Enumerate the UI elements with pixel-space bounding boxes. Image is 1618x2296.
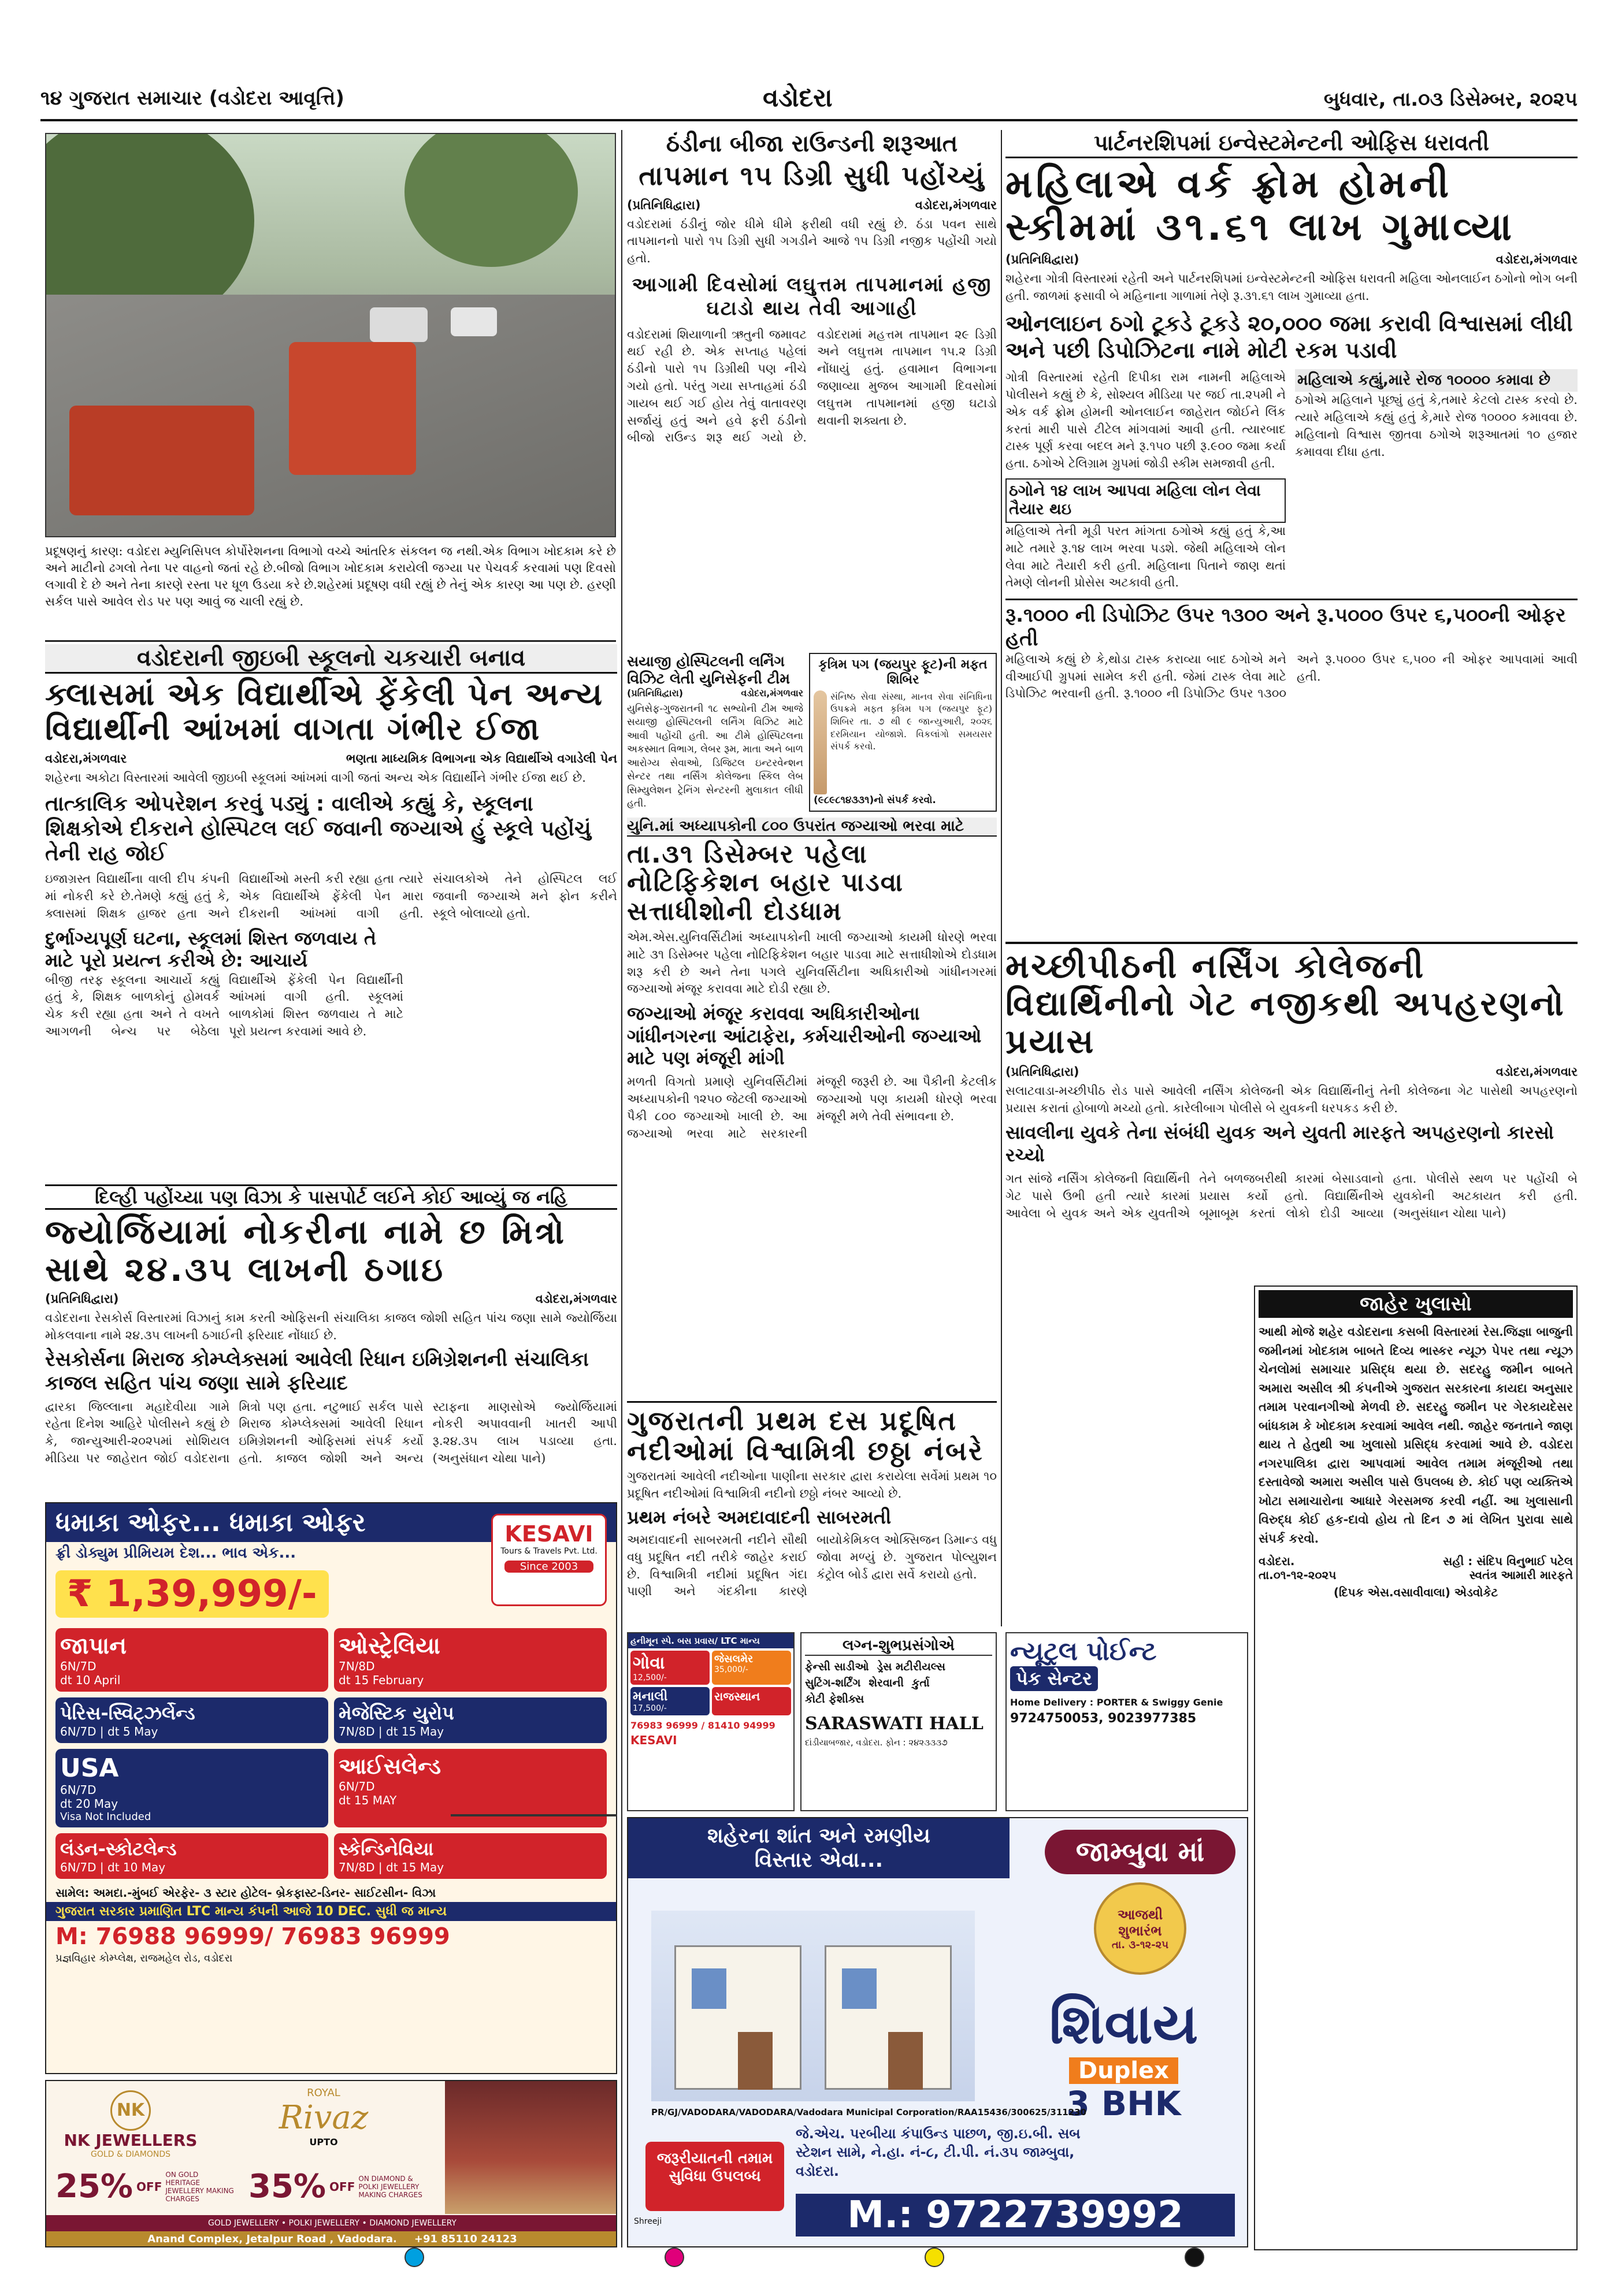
rivaz-name: Rivaz [279, 2099, 369, 2137]
sayaji-headline: સયાજી હોસ્પિટલની લર્નિંગ વિઝિટ લેતી યુનિસેફની ટીમ [627, 653, 790, 687]
cold-headline: તાપમાન ૧૫ ડિગ્રી સુધી પહોંચ્યું [639, 160, 985, 191]
notice-signer: સહી : સંદિપ વિનુભાઈ પટેલ [1443, 1554, 1573, 1568]
tour-name-2: ઓસ્ટ્રેલિયા [339, 1633, 440, 1659]
tour-nights-6: 6N/7D [339, 1779, 375, 1793]
kesavi-logo: KESAVI [504, 1521, 593, 1547]
tour-nights-4: 6N/7D [60, 1783, 97, 1797]
estate-amenities: જરૂરીયાતની તમામ સુવિધા ઉપલબ્ધ [645, 2142, 784, 2211]
issue-date: બુધવાર, તા.૦૩ ડિસેમ્બર, ૨૦૨૫ [1323, 88, 1578, 111]
page-number-edition: ૧૪ ગુજરાત સમાચાર (વડોદરા આવૃત્તિ) [40, 87, 344, 110]
tour-name-0: જાપાન [60, 1633, 127, 1659]
estate-line2: વિસ્તાર એવા... [754, 1848, 884, 1872]
notice-body: આથી મોજે શહેર વડોદરાના કસબી વિસ્તારમાં રેસ.જિજ્ઞા બાજુની જમીનમાં ખોદકામ બાબતે દિવ્ય ભાસ્કર ન્યૂઝ પેપર તથા ન્યૂઝ ચેનલોમાં સમાચાર પ્રસિદ્ધ થયા છે. સદરહુ જમીન બાબતે અમારા અસીલ શ્રી કંપનીએ ગુજરાત સરકારના કાયદા અનુસાર તમામ પરવાનગીઓ મેળવી છે. સદરહુ જમીન પર ગેરકાયદેસર બાંધકામ કે ખોદકામ કરવામાં આવેલ નથી. જાહેર જનતાને જાણ થાય તે હેતુથી આ ખુલાસો પ્રસિદ્ધ કરવામાં આવે છે. વડોદરા નગરપાલિકા દ્વારા આપવામાં આવેલ તમામ મંજૂરીઓ તથા દસ્તાવેજો અમારા અસીલ પાસે ઉપલબ્ધ છે. કોઈ પણ વ્યક્તિએ ખોટા સમાચારોના આધારે ગેરસમજ કરવી નહીં. આ ખુલાસાની વિરુદ્ધ કોઈ હક-દાવો હોય તો દિન ૭ માં લેખિત પુરાવા સાથે સંપર્ક કરવો. [1259, 1324, 1573, 1546]
nursing-headline: મચ્છીપીઠની નર્સિંગ કોલેજની વિદ્યાર્થિનીનો ગેટ નજીકથી અપહરણનો પ્રયાસ [1005, 942, 1578, 1060]
photo-caption: પ્રદૂષણનું કારણ: વડોદરા મ્યુનિસિપલ કોર્પોરેશનના વિભાગો વચ્ચે આંતરિક સંકલન જ નથી.એક વિભાગ ખોદકામ કરે છે અને માટીનો ઢગલો તેના પર વાહનો જતાં રહે છે.બીજો વિભાગ ખોદકામ કરાયેલી જગ્યા પર પેચવર્ક કરવામાં પણ દિવસો લગાવી દે છે અને તેના કારણે રસ્તા પર ધૂળ ઉડયા કરે છે.શહેરમાં પ્રદૂષણ વધી રહ્યું છે તેનું એક કારણ આ પણ છે. હરણી સર્કલ પાસે આવેલ રોડ પર પણ આવું જ ચાલી રહ્યું છે. [45, 544, 616, 608]
nursing-body: ગત સાંજે નર્સિંગ કોલેજની વિદ્યાર્થિની ગેટ પાસે ઉભી હતી ત્યારે કારમાં આવેલા બે યુવક અને એક યુવતીએ તેને બળજબરીથી કારમાં બેસાડવાનો પ્રયાસ કર્યો હતો. વિદ્યાર્થિનીએ બૂમાબૂમ કરતાં લોકો દોડી આવ્યા હતા. પોલીસે સ્થળ પર પહોંચી બે યુવકોની અટકાયત કરી હતી. (અનુસંધાન ચોથા પાને) [1005, 1172, 1578, 1220]
saraswati-name: SARASWATI HALL [805, 1714, 984, 1734]
estate-address: જે.એચ. પરબીયા કંપાઉન્ડ પાછળ, જી.ઇ.બી. સબ સ્ટેશન સામે, ને.હા. નં-૮, ટી.પી. નં.૩૫ જામ્બુવા, વડોદરા. [796, 2126, 1081, 2179]
prosthetic-leg-image [814, 690, 827, 794]
tour-name-3: મેજેસ્ટિક યુરોપ [339, 1702, 454, 1724]
trip-goa-price: 12,500/- [633, 1673, 667, 1682]
georgia-headline: જ્યોર્જિયામાં નોકરીના નામે છ મિત્રો સાથે ૨૪.૩૫ લાખની ઠગાઇ [45, 1212, 567, 1290]
saraswati-item-0: ફેન્સી સાડીઓ [805, 1660, 869, 1673]
cold-subhead: આગામી દિવસોમાં લઘુત્તમ તાપમાનમાં હજી ઘટાડો થાય તેવી આગાહી [632, 273, 992, 320]
offer1-off: OFF [136, 2179, 162, 2194]
school-story [45, 644, 617, 1182]
notice-signer-role: સ્વતંત્ર આમારી મારફતે [1469, 1567, 1573, 1582]
neutral-note: Home Delivery : PORTER & Swiggy Genie [1010, 1697, 1223, 1708]
trip-manali-price: 17,500/- [633, 1704, 667, 1713]
notice-place: વડોદરા. [1259, 1554, 1295, 1568]
cold-dateline-right: વડોદરા,મંગળવાર [915, 198, 997, 212]
cold-dateline-left: (પ્રતિનિધિદ્વારા) [627, 198, 701, 212]
tour-nights-1: 6N/7D | dt 5 May [60, 1725, 158, 1738]
estate-phone: M.: 9722739992 [796, 2194, 1235, 2236]
saraswati-item-2: સુટિંગ-શર્ટિંગ [805, 1677, 861, 1689]
estate-launch-date: તા. ૩-૧૨-૨૫ [1111, 1938, 1169, 1951]
pollution-body: અમદાવાદની સાબરમતી નદીને સૌથી વધુ પ્રદૂષિત નદી તરીકે જાહેર કરાઈ છે. વિશ્વામિત્રી નદીમાં પ્રદૂષિત ગંદા પાણી અને ગંદકીના કારણે બાયોકેમિકલ ઓક્સિજન ડિમાન્ડ વધુ જોવા મળ્યું છે. ગુજરાત પોલ્યુશન કંટ્રોલ બોર્ડ દ્વારા સર્વે કરાયો હતો. [627, 1533, 997, 1599]
rivaz-top: ROYAL [307, 2087, 340, 2099]
neutral-phone: 9724750053, 9023977385 [1010, 1711, 1197, 1726]
school-sub2: દુર્ભાગ્યપૂર્ણ ઘટના, સ્કૂલમાં શિસ્ત જળવાય તે માટે પૂરો પ્રયત્ન કરીએ છે: આચાર્ય [45, 927, 377, 972]
university-kicker: યુનિ.માં અધ્યાપકોની ૮૦૦ ઉપરાંત જગ્યાઓ ભરવા માટે [627, 818, 997, 837]
school-dateline-left: વડોદરા,મંગળવાર [45, 751, 127, 766]
offer2-text: ON DIAMOND & POLKI JEWELLERY MAKING CHARGES [358, 2174, 422, 2199]
partnership-sub2: ઠગોને ૧૪ લાખ આપવા મહિલા લોન લેવા તૈયાર થઇ [1005, 478, 1286, 523]
school-subhead: તાત્કાલિક ઓપરેશન કરવું પડ્યું : વાલીએ કહ્યું કે, સ્કૂલના શિક્ષકોએ દીકરાને હોસ્પિટલ લઈ જવાની જગ્યાએ હું સ્કૂલે પહોંચું તેની રાહ જોઈ [45, 792, 591, 866]
box1-body: ઠગોએ મહિલાને પૂછ્યું હતું કે,તમારે કેટલો ટાસ્ક કરવો છે. ત્યારે મહિલાએ કહ્યું હતું કે,મારે રોજ ૧૦૦૦૦ કમાવવા છે. મહિલાનો વિશ્વાસ જીતવા ઠગોએ શરૂઆતમાં ૧૦ હજાર કમાવવા દીધા હતા. [1295, 393, 1578, 459]
estate-architect: Shreeji [634, 2217, 662, 2226]
shivay-duplex-ad [627, 1817, 1248, 2247]
tour-name-1: પેરિસ-સ્વિટ્ઝર્લેન્ડ [60, 1702, 195, 1724]
saraswati-head: લગ્ન-શુભપ્રસંગોએ [805, 1637, 992, 1656]
tour-nights-7: 7N/8D | dt 15 May [339, 1860, 444, 1874]
notice-title: જાહેર ખુલાસો [1259, 1290, 1573, 1318]
sayaji-dateline-right: વડોદરા,મંગળવાર [741, 688, 803, 699]
school-headline: ક્લાસમાં એક વિદ્યાર્થીએ ફેંકેલી પેન અન્ય વિદ્યાર્થીની આંખમાં વાગતા ગંભીર ઈજા [45, 676, 603, 748]
nk-brand-sub: GOLD & DIAMONDS [91, 2150, 170, 2159]
notice-advocate: (દિપક એસ.વસાવીવાલા) એડવોકેટ [1333, 1585, 1498, 1599]
trip-jaisalmer-price: 35,000/- [714, 1665, 748, 1674]
kesavi-brand-sub: Tours & Travels Pvt. Ltd. [500, 1547, 598, 1556]
prosthetic-body: સંનિષ્ઠ સેવા સંસ્થા, માનવ સેવા સંનિધિના ઉપક્રમે મફત કૃત્રિમ પગ (જયપુર ફૂટ) શિબિર તા. ૭ થી ૯ જાન્યુઆરી, ૨૦૨૬ દરમિયાન યોજાશે. વિકલાંગો સમયસર સંપર્ક કરવો. [830, 690, 992, 752]
partnership-dateline-right: વડોદરા,મંગળવાર [1495, 252, 1578, 267]
estate-type: Duplex [1069, 2057, 1178, 2084]
pollution-story [627, 1401, 997, 1626]
school-lead: શહેરના અકોટા વિસ્તારમાં આવેલી જીઇબી સ્કૂલમાં આંખમાં વાગી જતાં અન્ય એક વિદ્યાર્થીને ગંભીર ઈજા થઈ છે. [45, 770, 586, 785]
saraswati-address: દાંડીયાબજાર, વડોદરા. ફોન : ૨૪૨૩૩૩૭ [805, 1737, 948, 1748]
school-body2: બીજી તરફ સ્કૂલના આચાર્યે કહ્યું હતું કે, શિક્ષક બાળકોનું હોમવર્ક ચેક કરી રહ્યા હતા અને તે વખતે આગળની બેન્ચ પર બેઠેલા વિદ્યાર્થીએ ફેંકેલી પેન વિદ્યાર્થીની આંખમાં વાગી હતી. સ્કૂલમાં બાળકોમાં શિસ્ત જળવાય તે માટે પૂરો પ્રયત્ન કરવામાં આવે છે. [45, 972, 403, 1038]
notice-date: તા.૦૧-૧૨-૨૦૨૫ [1259, 1567, 1337, 1582]
nursing-lead: સલાટવાડા-મચ્છીપીઠ રોડ પાસે આવેલી નર્સિંગ કોલેજની એક વિદ્યાર્થિનીનું તેની કોલેજના ગેટ પાસેથી અપહરણનો પ્રયાસ કરાતાં હોબાળો મચ્યો હતો. કારેલીબાગ પોલીસે બે યુવકની ધરપકડ કરી છે. [1005, 1083, 1578, 1115]
kesavi-address: પ્રજ્ઞવિહાર કોમ્પ્લેક્ષ, રાજમહેલ રોડ, વડોદરા [55, 1952, 233, 1964]
registration-mark-cyan [404, 2247, 424, 2267]
saraswati-item-4: કુર્તા [911, 1677, 930, 1689]
estate-launch: આજથી શુભારંભ [1117, 1906, 1163, 1939]
trip-manali: મનાલી [633, 1689, 668, 1704]
georgia-kicker: દિલ્હી પહોંચ્યા પણ વિઝા કે પાસપોર્ટ લઈને કોઈ આવ્યું જ નહિ [45, 1184, 617, 1210]
georgia-lead: વડોદરાના રેસકોર્સ વિસ્તારમાં વિઝાનું કામ કરતી ઓફિસની સંચાલિકા કાજલ જોશી સહિત પાંચ જણા સામે જ્યોર્જિયા મોકલવાના નામે ૨૪.૩૫ લાખની ઠગાઈની ફરિયાદ નોંધાઈ છે. [45, 1311, 617, 1343]
offer1-text: ON GOLD HERITAGE JEWELLERY MAKING CHARGES [165, 2170, 234, 2203]
neutral-name: ન્યૂટ્રલ પોઈન્ટ [1010, 1637, 1157, 1666]
kesavi-price: ₹ 1,39,999/- [55, 1570, 329, 1618]
estate-place: જામ્બુવા માં [1045, 1830, 1235, 1874]
tour-nights-3: 7N/8D | dt 15 May [339, 1725, 444, 1738]
trip-rajasthan: રાજસ્થાન [714, 1689, 760, 1703]
prosthetic-contact: (૯૮૯૮૧૪૩૩૧)નો સંપર્ક કરવો. [814, 794, 936, 806]
sayaji-body: યુનિસેફ-ગુજરાતની ૧૮ સભ્યોની ટીમ આજે સયાજી હોસ્પિટલની લર્નિંગ વિઝિટ માટે આવી પહોંચી હતી. આ ટીમે હોસ્પિટલના અકસ્માત વિભાગ, લેબર રૂમ, માતા અને બાળ આરોગ્ય સેવાઓ, ડિજિટલ ઇન્ટરવેન્શન સેન્ટર તથા નર્સિંગ કોલેજના સ્કિલ લેબ સિમ્યુલેશન ટ્રેનિંગ સેન્ટરની મુલાકાત લીધી હતી. [627, 703, 803, 810]
tour-name-7: સ્કેન્ડિનેવિયા [339, 1838, 434, 1860]
tour-date-6: dt 15 MAY [339, 1793, 397, 1807]
nk-categories: GOLD JEWELLERY • POLKI JEWELLERY • DIAMOND JEWELLERY [207, 2219, 457, 2228]
tour-nights-2: 7N/8D [339, 1659, 375, 1673]
tour-nights-0: 6N/7D [60, 1659, 97, 1673]
prosthetic-camp [809, 653, 997, 812]
kesavi-banner: ધમાકા ઓફર... ધમાકા ઓફર [46, 1503, 616, 1542]
georgia-dateline-left: (પ્રતિનિધિદ્વારા) [45, 1292, 119, 1306]
kesavi-tours-ad [45, 1502, 617, 2074]
registration-mark-black [1185, 2247, 1204, 2267]
nk-address: Anand Complex, Jetalpur Road , Vadodara. [147, 2233, 397, 2245]
prosthetic-title: કૃત્રિમ પગ (જયપુર ફૂટ)ની મફત શિબિર [818, 657, 988, 688]
pollution-headline: ગુજરાતની પ્રથમ દસ પ્રદૂષિત નદીઓમાં વિશ્વામિત્રી છઠ્ઠા નંબરે [627, 1401, 997, 1466]
model-photo [445, 2081, 617, 2214]
partnership-lead: શહેરના ગોત્રી વિસ્તારમાં રહેતી અને પાર્ટનરશિપમાં ઇન્વેસ્ટમેન્ટની ઓફિસ ધરાવતી મહિલા ઓનલાઈન ઠગોનો ભોગ બની હતી. જાળમાં ફસાવી બે મહિનાના ગાળામાં તેણે રૂ.૩૧.૬૧ લાખ ગુમાવ્યા હતા. [1005, 272, 1578, 303]
georgia-story [45, 1184, 617, 1496]
kesavi-phone: M: 76988 96999/ 76983 96999 [55, 1923, 450, 1950]
masthead [40, 81, 1578, 121]
estate-rera: PR/GJ/VADODARA/VADODARA/Vadodara Municipal Corporation/RAA15436/300625/311230 [651, 2107, 1087, 2117]
university-body2: મળતી વિગતો પ્રમાણે યુનિવર્સિટીમાં અધ્યાપકોની ૧૨૫૦ જેટલી જગ્યાઓ પૈકી ૮૦૦ જગ્યાઓ ખાલી છે. આ જગ્યાઓ ભરવા માટે સરકારની મંજૂરી જરૂરી છે. આ પૈકીની કેટલીક જગ્યાઓ પણ કાયમી ધોરણે ભરવા મંજૂરી મળે તેવી સંભાવના છે. [627, 1075, 997, 1140]
trips-brand: KESAVI [630, 1733, 677, 1747]
nursing-dateline-left: (પ્રતિનિધિદ્વારા) [1005, 1064, 1079, 1079]
box2-body: મહિલાએ કહ્યું છે કે,થોડા ટાસ્ક કરાવ્યા બાદ ઠગોએ મને વીઆઈપી ગ્રુપમાં સામેલ કરી હતી. જેમાં ટાસ્ક લેવા માટે ડિપોઝિટ ભરવાની હતી. રૂ.૧૦૦૦ ની ડિપોઝિટ ઉપર ૧૩૦૦ અને રૂ.૫૦૦૦ ઉપર ૬,૫૦૦ ની ઓફર આપવામાં આવી હતી. [1005, 652, 1578, 701]
pollution-lead: ગુજરાતમાં આવેલી નદીઓના પાણીના સરકાર દ્વારા કરાયેલા સર્વેમાં પ્રથમ ૧૦ પ્રદૂષિત નદીઓમાં વિશ્વામિત્રી નદીનો છઠ્ઠો નંબર આવ્યો છે. [627, 1469, 997, 1500]
cold-body: વડોદરામાં શિયાળાની ઋતુની જમાવટ થઈ રહી છે. એક સપ્તાહ પહેલાં ઠંડીનો પારો ૧૫ ડિગ્રીથી પણ નીચે ગયો હતો. પરંતુ ગયા સપ્તાહમાં ઠંડી ગાયબ થઈ ગઈ હોય તેવું વાતાવરણ સર્જાયું હતું અને હવે ફરી ઠંડીનો બીજો રાઉન્ડ શરૂ થઈ ગયો છે. વડોદરામાં મહત્તમ તાપમાન ૨૯ ડિગ્રી અને લઘુત્તમ તાપમાન ૧૫.૨ ડિગ્રી નોંધાયું હતું. હવામાન વિભાગના જણાવ્યા મુજબ આગામી દિવસોમાં લઘુત્તમ તાપમાનમાં હજી ઘટાડો થવાની શક્યતા છે. [627, 327, 997, 445]
nursing-subhead: સાવલીના યુવકે તેના સંબંધી યુવક અને યુવતી મારફતે અપહરણનો કારસો રચ્યો [1005, 1121, 1554, 1166]
nursing-story [1005, 942, 1578, 1283]
nk-phone: +91 85110 24123 [414, 2233, 517, 2245]
kesavi-tagline: ફ્રી ડોક્યુમ પ્રીમિયમ દેશ... ભાવ એક... [55, 1544, 296, 1562]
kesavi-footer-1: સામેલ: અમદા.-મુંબઈ એરફેર- ૩ સ્ટાર હોટેલ- બ્રેકફાસ્ટ-ડિનર- સાઈટસીન- વિઝા [55, 1886, 436, 1900]
tour-date-4: dt 20 May [60, 1797, 118, 1811]
university-body: એમ.એસ.યુનિવર્સિટીમાં અધ્યાપકોની ખાલી જગ્યાઓ કાયમી ધોરણે ભરવા માટે ૩૧ ડિસેમ્બર પહેલા નોટિફિકેશન બહાર પાડવા માટે સત્તાધીશોએ દોડધામ શરૂ કરી છે અને તેના પગલે યુનિવર્સિટીના અધિકારીઓ ગાંધીનગરમાં જગ્યાઓ મંજૂર કરાવવા માટે દોડી રહ્યા છે. [627, 930, 997, 996]
tour-date-2: dt 15 February [339, 1673, 424, 1687]
partnership-body: ગોત્રી વિસ્તારમાં રહેતી દિપીકા રામ નામની મહિલાએ પોલીસને કહ્યું છે કે, સોશ્યલ મીડિયા પર જઈ તા.૨૫મી ને એક વર્ક ફ્રોમ હોમની ઓનલાઈન જાહેરાત જોઈને લિંક કરતાં મારી પાસે ટીટેલ માંગવામાં આવી હતી. ત્યારબાદ ટાસ્ક પૂર્ણ કરવા બદલ મને રૂ.૧૫૦ પછી રૂ.૯૦૦ જમા કર્યા હતા. ઠગોએ ટેલિગ્રામ ગ્રુપમાં જોડી સ્કીમ સમજાવી હતી. [1005, 370, 1286, 471]
trip-jaisalmer: જેસલમેર [714, 1653, 754, 1665]
tour-date-0: dt 10 April [60, 1673, 121, 1687]
trip-goa: ગોવા [633, 1653, 665, 1673]
trips-phone: 76983 96999 / 81410 94999 [630, 1720, 775, 1731]
partnership-dateline-left: (પ્રતિનિધિદ્વારા) [1005, 252, 1079, 267]
train-tours-ad [451, 1814, 617, 1816]
partnership-headline: મહિલાએ વર્ક ફ્રોમ હોમની સ્કીમમાં ૩૧.૬૧ લાખ ગુમાવ્યા [1005, 161, 1515, 249]
saraswati-item-3: શેરવાની [869, 1677, 904, 1689]
sayaji-story [627, 653, 803, 812]
offer-upto: UPTO [309, 2137, 338, 2148]
saraswati-item-5: કોટી ફેશીક્સ [805, 1693, 864, 1706]
tour-name-4: USA [60, 1753, 119, 1783]
saraswati-hall-ad [800, 1632, 997, 1811]
university-story [627, 818, 997, 1401]
partnership-subhead: ઓનલાઇન ઠગો ટૂકડે ટૂકડે ૨૦,૦૦૦ જમા કરાવી વિશ્વાસમાં લીધી અને પછી ડિપોઝિટના નામે મોટી રકમ પડાવી [1005, 311, 1573, 363]
partnership-body2: મહિલાએ તેની મૂડી પરત માંગતા ઠગોએ કહ્યું હતું કે,આ માટે તમારે રૂ.૧૪ લાખ ભરવા પડશે. જેથી મહિલાએ લોન લેવા માટે તૈયારી કરી હતી. મહિલાના પિતાને જાણ થતાં તેમણે લોનની પ્રોસેસ અટકાવી હતી. [1005, 523, 1286, 590]
partnership-story [1005, 130, 1578, 933]
estate-bhk: 3 BHK [1066, 2084, 1181, 2123]
road-photo [45, 133, 616, 537]
jewellers-ad [45, 2080, 617, 2247]
offer1-pct: 25% [55, 2168, 133, 2205]
georgia-subhead: રેસકોર્સના મિરાજ કોમ્પ્લેક્સમાં આવેલી રિધાન ઇમિગ્રેશનની સંચાલિકા કાજલ સહિત પાંચ જણા સામે ફરિયાદ [45, 1347, 589, 1395]
section-title: વડોદરા [763, 83, 833, 113]
university-subhead: જગ્યાઓ મંજૂર કરાવવા અધિકારીઓના ગાંધીનગરના આંટાફેરા, કર્મચારીઓની જગ્યાઓ માટે પણ મંજૂરી માંગી [627, 1002, 982, 1069]
pollution-subhead: પ્રથમ નંબરે અમદાવાદની સાબરમતી [627, 1506, 892, 1528]
trips-head: હનીમૂન સ્પે. બસ પ્રવાસ/ LTC માન્ય [628, 1633, 793, 1648]
estate-brand: શિવાય [1049, 1992, 1198, 2056]
sayaji-dateline-left: (પ્રતિનિધિદ્વારા) [627, 688, 684, 699]
offer2-off: OFF [329, 2179, 355, 2194]
box2-head: રૂ.૧૦૦૦ ની ડિપોઝિટ ઉપર ૧૩૦૦ અને રૂ.૫૦૦૦ ઉપર ૬,૫૦૦ની ઓફર હતી [1005, 599, 1578, 651]
tour-nights-5: 6N/7D | dt 10 May [60, 1860, 166, 1874]
school-kicker: વડોદરાની જીઇબી સ્કૂલનો ચકચારી બનાવ [45, 644, 617, 674]
georgia-dateline-right: વડોદરા,મંગળવાર [535, 1292, 617, 1306]
visa-note: Visa Not Included [60, 1811, 151, 1823]
cold-kicker: ઠંડીના બીજા રાઉન્ડની શરૂઆત [666, 131, 958, 157]
neutral-point-ad [1005, 1632, 1248, 1811]
house-illustration [651, 1911, 975, 2101]
nursing-dateline-right: વડોદરા,મંગળવાર [1495, 1064, 1578, 1079]
tour-name-5: લંડન-સ્કોટલેન્ડ [60, 1838, 177, 1860]
partnership-kicker: પાર્ટનરશિપમાં ઇન્વેસ્ટમેન્ટની ઓફિસ ધરાવતી [1005, 130, 1578, 158]
registration-mark-yellow [925, 2247, 944, 2267]
registration-mark-magenta [665, 2247, 684, 2267]
honeymoon-bus-ad [627, 1632, 795, 1811]
school-body: ઇજાગ્રસ્ત વિદ્યાર્થીના વાલી દીપ કંપની માં નોકરી કરે છે.તેમણે કહ્યું હતું કે, ક્લાસમાં શિક્ષક હાજર હતા અને વિદ્યાર્થીઓ મસ્તી કરી રહ્યા હતા ત્યારે એક વિદ્યાર્થીએ ફેંકેલી પેન મારા દીકરાની આંખમાં વાગી હતી. સંચાલકોએ તેને હોસ્પિટલ લઈ જવાની જગ્યાએ મને ફોન કરીને સ્કૂલે બોલાવ્યો હતો. [45, 872, 617, 920]
georgia-body: દ્વારકા જિલ્લાના મહાદેવીયા ગામે રહેતા દિનેશ આહિરે પોલીસને કહ્યું છે કે, જાન્યુઆરી-૨૦૨૫માં સોશિયલ મીડિયા પર જાહેરાત જોઈ વડોદરાના મિત્રો પણ હતા. નટુભાઈ સર્કલ પાસે મિરાજ કોમ્પ્લેક્સમાં આવેલી રિધાન ઇમિગ્રેશનની ઓફિસમાં સંપર્ક કર્યો હતો. કાજલ જોશી અને અન્ય સ્ટાફના માણસોએ જ્યોર્જિયામાં નોકરી અપાવવાની ખાતરી આપી રૂ.૨૪.૩૫ લાખ પડાવ્યા હતા. (અનુસંધાન ચોથા પાને) [45, 1399, 617, 1465]
nk-logo-icon: NK [110, 2090, 151, 2131]
saraswati-item-1: ડ્રેસ મટીરીયલ્સ [877, 1660, 946, 1673]
public-notice [1254, 1286, 1578, 2250]
university-headline: તા.૩૧ ડિસેમ્બર પહેલા નોટિફિકેશન બહાર પાડવા સત્તાધીશોની દોડધામ [627, 839, 904, 926]
estate-line1: શહેરના શાંત અને રમણીય [707, 1824, 930, 1848]
school-dateline-right: ભણતા માધ્યમિક વિભાગના એક વિદ્યાર્થીએ વગાડેલી પેન [346, 751, 617, 766]
kesavi-since: Since 2003 [504, 1561, 593, 1573]
box1-head: મહિલાએ કહ્યું,મારે રોજ ૧૦૦૦૦ કમાવા છે [1295, 369, 1578, 392]
nk-brand: NK JEWELLERS [64, 2131, 198, 2150]
neutral-tag: પેક સેન્ટર [1010, 1666, 1098, 1691]
offer2-pct: 35% [248, 2168, 326, 2205]
cold-lead: વડોદરામાં ઠંડીનું જોર ધીમે ધીમે ફરીથી વધી રહ્યું છે. ઠંડા પવન સાથે તાપમાનનો પારો ૧૫ ડિગ્રી સુધી ગગડીને આજે ૧૫ ડિગ્રી નજીક પહોંચી ગયો હતો. [627, 217, 997, 266]
kesavi-footer-2: ગુજરાત સરકાર પ્રમાણિત LTC માન્ય કંપની આજે 10 DEC. સુધી જ માન્ય [46, 1902, 616, 1921]
tour-name-6: આઈસલેન્ડ [339, 1753, 441, 1779]
